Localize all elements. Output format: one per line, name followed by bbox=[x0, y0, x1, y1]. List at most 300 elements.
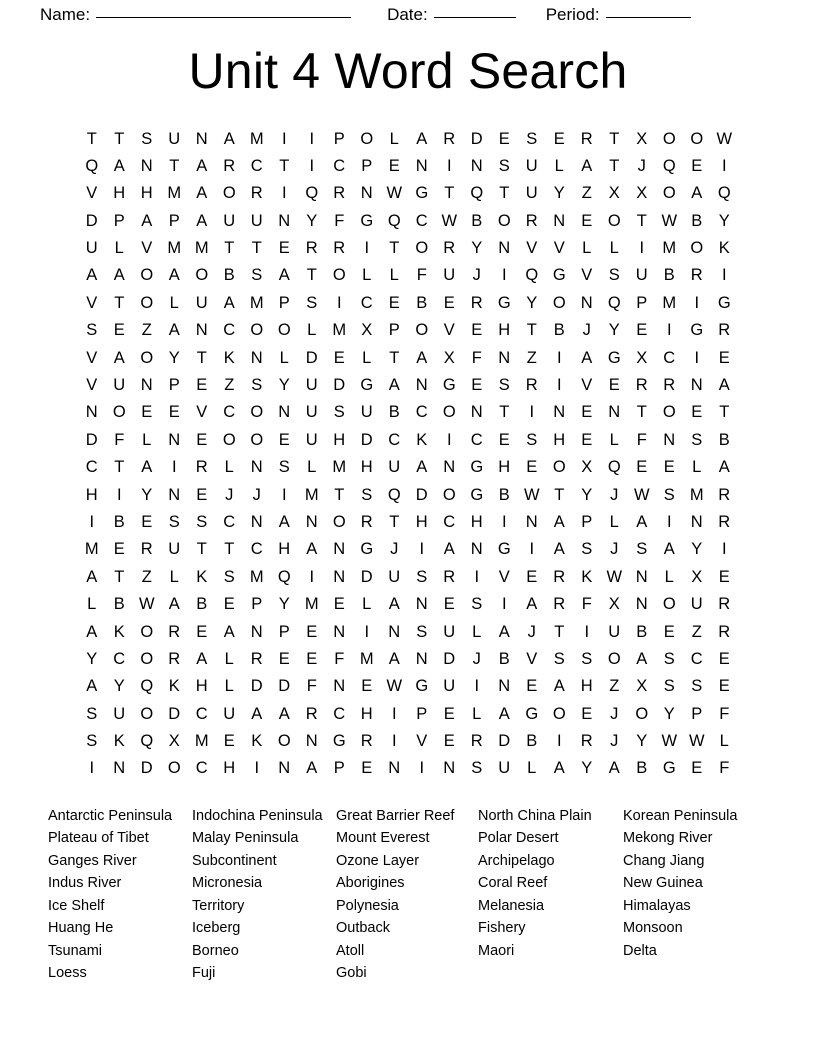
grid-letter-cell[interactable]: V bbox=[196, 403, 208, 422]
grid-letter-cell[interactable]: E bbox=[526, 567, 538, 586]
grid-letter-cell[interactable]: A bbox=[306, 540, 318, 559]
word-bank-item[interactable]: Fuji bbox=[192, 965, 216, 982]
grid-letter-cell[interactable]: N bbox=[250, 458, 263, 477]
grid-letter-cell[interactable]: O bbox=[250, 430, 264, 449]
grid-letter-cell[interactable]: I bbox=[419, 540, 425, 559]
word-bank-item[interactable]: Territory bbox=[192, 897, 245, 914]
grid-letter-cell[interactable]: N bbox=[443, 458, 456, 477]
grid-letter-cell[interactable]: A bbox=[113, 156, 125, 175]
grid-letter-cell[interactable]: A bbox=[498, 622, 510, 641]
grid-letter-cell[interactable]: Q bbox=[607, 458, 621, 477]
grid-letter-cell[interactable]: J bbox=[610, 540, 619, 559]
grid-letter-cell[interactable]: A bbox=[416, 129, 428, 148]
word-bank-item[interactable]: Melanesia bbox=[478, 897, 545, 914]
grid-letter-cell[interactable]: K bbox=[168, 677, 180, 696]
grid-letter-cell[interactable]: E bbox=[443, 732, 455, 751]
grid-letter-cell[interactable]: E bbox=[581, 211, 593, 230]
grid-letter-cell[interactable]: X bbox=[636, 348, 648, 367]
grid-letter-cell[interactable]: Y bbox=[718, 211, 730, 230]
grid-letter-cell[interactable]: S bbox=[526, 129, 538, 148]
grid-letter-cell[interactable]: I bbox=[529, 403, 535, 422]
grid-letter-cell[interactable]: D bbox=[498, 732, 511, 751]
grid-letter-cell[interactable]: R bbox=[333, 184, 346, 203]
grid-letter-cell[interactable]: B bbox=[636, 759, 648, 778]
grid-letter-cell[interactable]: P bbox=[636, 293, 648, 312]
grid-letter-cell[interactable]: U bbox=[250, 211, 263, 230]
grid-letter-cell[interactable]: R bbox=[580, 732, 593, 751]
grid-letter-cell[interactable]: E bbox=[553, 129, 565, 148]
grid-letter-cell[interactable]: E bbox=[718, 567, 730, 586]
grid-letter-cell[interactable]: V bbox=[86, 184, 98, 203]
grid-letter-cell[interactable]: U bbox=[195, 293, 208, 312]
grid-letter-cell[interactable]: C bbox=[360, 293, 373, 312]
grid-letter-cell[interactable]: E bbox=[361, 759, 373, 778]
grid-letter-cell[interactable]: J bbox=[472, 649, 481, 668]
grid-letter-cell[interactable]: A bbox=[553, 759, 565, 778]
grid-letter-cell[interactable]: N bbox=[195, 321, 208, 340]
grid-letter-cell[interactable]: C bbox=[415, 211, 428, 230]
grid-letter-cell[interactable]: Z bbox=[141, 567, 152, 586]
grid-letter-cell[interactable]: Y bbox=[86, 649, 98, 668]
grid-letter-cell[interactable]: Q bbox=[277, 567, 291, 586]
grid-letter-cell[interactable]: A bbox=[86, 622, 98, 641]
grid-letter-cell[interactable]: J bbox=[252, 485, 261, 504]
grid-letter-cell[interactable]: X bbox=[691, 567, 703, 586]
grid-letter-cell[interactable]: Q bbox=[387, 211, 401, 230]
grid-letter-cell[interactable]: H bbox=[470, 512, 483, 531]
grid-letter-cell[interactable]: R bbox=[635, 376, 648, 395]
grid-letter-cell[interactable]: H bbox=[360, 704, 373, 723]
grid-letter-cell[interactable]: K bbox=[196, 567, 208, 586]
grid-letter-cell[interactable]: K bbox=[113, 622, 125, 641]
grid-letter-cell[interactable]: E bbox=[196, 376, 208, 395]
grid-letter-cell[interactable]: Q bbox=[470, 184, 484, 203]
grid-letter-cell[interactable]: A bbox=[636, 512, 648, 531]
grid-letter-cell[interactable]: M bbox=[332, 458, 347, 477]
grid-letter-cell[interactable]: Y bbox=[526, 293, 538, 312]
grid-letter-cell[interactable]: L bbox=[609, 512, 619, 531]
grid-letter-cell[interactable]: P bbox=[168, 376, 180, 395]
grid-letter-cell[interactable]: K bbox=[581, 567, 593, 586]
period-write-in-line[interactable] bbox=[606, 17, 691, 18]
word-bank-item[interactable]: Polynesia bbox=[336, 897, 399, 914]
grid-letter-cell[interactable]: A bbox=[306, 759, 318, 778]
grid-letter-cell[interactable]: E bbox=[581, 430, 593, 449]
grid-letter-cell[interactable]: E bbox=[113, 540, 125, 559]
grid-letter-cell[interactable]: G bbox=[415, 677, 429, 696]
name-write-in-line[interactable] bbox=[96, 17, 351, 18]
grid-letter-cell[interactable]: L bbox=[389, 266, 399, 285]
grid-letter-cell[interactable]: O bbox=[140, 266, 154, 285]
grid-letter-cell[interactable]: N bbox=[168, 430, 181, 449]
grid-letter-cell[interactable]: X bbox=[168, 732, 180, 751]
grid-letter-cell[interactable]: O bbox=[607, 211, 621, 230]
grid-letter-cell[interactable]: A bbox=[553, 677, 565, 696]
grid-letter-cell[interactable]: H bbox=[553, 430, 566, 449]
grid-letter-cell[interactable]: X bbox=[636, 184, 648, 203]
word-bank-item[interactable]: Polar Desert bbox=[478, 830, 559, 847]
grid-letter-cell[interactable]: G bbox=[607, 348, 621, 367]
grid-letter-cell[interactable]: S bbox=[526, 430, 538, 449]
grid-letter-cell[interactable]: M bbox=[359, 649, 374, 668]
grid-letter-cell[interactable]: N bbox=[663, 430, 676, 449]
grid-letter-cell[interactable]: O bbox=[552, 293, 566, 312]
grid-letter-cell[interactable]: T bbox=[169, 156, 180, 175]
grid-letter-cell[interactable]: O bbox=[140, 348, 154, 367]
grid-letter-cell[interactable]: L bbox=[307, 321, 317, 340]
grid-letter-cell[interactable]: O bbox=[250, 321, 264, 340]
grid-letter-cell[interactable]: E bbox=[113, 321, 125, 340]
grid-letter-cell[interactable]: U bbox=[113, 704, 126, 723]
grid-letter-cell[interactable]: A bbox=[168, 321, 180, 340]
grid-letter-cell[interactable]: G bbox=[470, 485, 484, 504]
grid-letter-cell[interactable]: N bbox=[415, 595, 428, 614]
word-bank-item[interactable]: Borneo bbox=[192, 942, 239, 959]
grid-letter-cell[interactable]: F bbox=[416, 266, 427, 285]
grid-letter-cell[interactable]: J bbox=[610, 485, 619, 504]
word-bank-item[interactable]: Plateau of Tibet bbox=[48, 830, 149, 847]
grid-letter-cell[interactable]: U bbox=[388, 567, 401, 586]
grid-letter-cell[interactable]: I bbox=[556, 376, 562, 395]
grid-letter-cell[interactable]: J bbox=[390, 540, 399, 559]
grid-letter-cell[interactable]: O bbox=[442, 485, 456, 504]
grid-letter-cell[interactable]: U bbox=[85, 239, 98, 258]
grid-letter-cell[interactable]: G bbox=[662, 759, 676, 778]
grid-letter-cell[interactable]: H bbox=[498, 321, 511, 340]
word-bank-item[interactable]: Mount Everest bbox=[336, 830, 430, 847]
grid-letter-cell[interactable]: L bbox=[224, 458, 234, 477]
grid-letter-cell[interactable]: Y bbox=[168, 348, 180, 367]
grid-letter-cell[interactable]: N bbox=[690, 376, 703, 395]
grid-letter-cell[interactable]: Z bbox=[691, 622, 702, 641]
grid-letter-cell[interactable]: A bbox=[278, 266, 290, 285]
grid-letter-cell[interactable]: P bbox=[278, 293, 290, 312]
grid-letter-cell[interactable]: E bbox=[223, 732, 235, 751]
grid-letter-cell[interactable]: I bbox=[116, 485, 122, 504]
grid-letter-cell[interactable]: N bbox=[415, 156, 428, 175]
grid-letter-cell[interactable]: A bbox=[196, 211, 208, 230]
grid-letter-cell[interactable]: M bbox=[249, 293, 264, 312]
grid-letter-cell[interactable]: U bbox=[305, 376, 318, 395]
word-bank-item[interactable]: Indochina Peninsula bbox=[192, 807, 323, 824]
grid-letter-cell[interactable]: V bbox=[581, 376, 593, 395]
grid-letter-cell[interactable]: R bbox=[470, 293, 483, 312]
grid-letter-cell[interactable]: N bbox=[470, 156, 483, 175]
grid-letter-cell[interactable]: E bbox=[526, 458, 538, 477]
grid-letter-cell[interactable]: C bbox=[333, 704, 346, 723]
grid-letter-cell[interactable]: I bbox=[584, 622, 590, 641]
grid-letter-cell[interactable]: K bbox=[416, 430, 428, 449]
grid-letter-cell[interactable]: N bbox=[140, 156, 153, 175]
grid-letter-cell[interactable]: L bbox=[114, 239, 124, 258]
grid-letter-cell[interactable]: A bbox=[718, 376, 730, 395]
grid-letter-cell[interactable]: N bbox=[470, 540, 483, 559]
grid-letter-cell[interactable]: L bbox=[224, 677, 234, 696]
grid-letter-cell[interactable]: S bbox=[498, 376, 510, 395]
grid-letter-cell[interactable]: S bbox=[663, 649, 675, 668]
grid-letter-cell[interactable]: T bbox=[554, 622, 565, 641]
grid-letter-cell[interactable]: S bbox=[86, 704, 98, 723]
grid-letter-cell[interactable]: M bbox=[304, 595, 319, 614]
grid-letter-cell[interactable]: R bbox=[580, 129, 593, 148]
grid-letter-cell[interactable]: G bbox=[360, 211, 374, 230]
grid-letter-cell[interactable]: V bbox=[443, 321, 455, 340]
grid-letter-cell[interactable]: G bbox=[360, 376, 374, 395]
grid-letter-cell[interactable]: A bbox=[663, 540, 675, 559]
grid-letter-cell[interactable]: D bbox=[85, 211, 98, 230]
grid-letter-cell[interactable]: S bbox=[581, 649, 593, 668]
grid-letter-cell[interactable]: N bbox=[278, 211, 291, 230]
grid-letter-cell[interactable]: D bbox=[168, 704, 181, 723]
word-bank-item[interactable]: Korean Peninsula bbox=[623, 807, 738, 824]
grid-letter-cell[interactable]: R bbox=[360, 732, 373, 751]
grid-letter-cell[interactable]: G bbox=[717, 293, 731, 312]
grid-letter-cell[interactable]: V bbox=[416, 732, 428, 751]
grid-letter-cell[interactable]: V bbox=[141, 239, 153, 258]
grid-letter-cell[interactable]: R bbox=[663, 376, 676, 395]
grid-letter-cell[interactable]: Q bbox=[387, 485, 401, 504]
grid-letter-cell[interactable]: N bbox=[635, 567, 648, 586]
grid-letter-cell[interactable]: A bbox=[278, 704, 290, 723]
grid-letter-cell[interactable]: X bbox=[636, 129, 648, 148]
word-bank-item[interactable]: Ice Shelf bbox=[48, 897, 105, 914]
grid-letter-cell[interactable]: K bbox=[718, 239, 730, 258]
grid-letter-cell[interactable]: O bbox=[277, 321, 291, 340]
grid-letter-cell[interactable]: Y bbox=[278, 376, 290, 395]
grid-letter-cell[interactable]: Q bbox=[662, 156, 676, 175]
grid-letter-cell[interactable]: R bbox=[470, 732, 483, 751]
grid-letter-cell[interactable]: E bbox=[581, 403, 593, 422]
grid-letter-cell[interactable]: S bbox=[86, 321, 98, 340]
grid-letter-cell[interactable]: H bbox=[580, 677, 593, 696]
grid-letter-cell[interactable]: X bbox=[636, 677, 648, 696]
grid-letter-cell[interactable]: I bbox=[529, 540, 535, 559]
grid-letter-cell[interactable]: G bbox=[442, 376, 456, 395]
grid-letter-cell[interactable]: Q bbox=[525, 266, 539, 285]
grid-letter-cell[interactable]: E bbox=[691, 156, 703, 175]
grid-letter-cell[interactable]: E bbox=[718, 348, 730, 367]
grid-letter-cell[interactable]: O bbox=[140, 293, 154, 312]
word-bank-item[interactable]: Tsunami bbox=[48, 942, 102, 959]
grid-letter-cell[interactable]: S bbox=[663, 677, 675, 696]
grid-letter-cell[interactable]: B bbox=[113, 595, 125, 614]
grid-letter-cell[interactable]: N bbox=[443, 759, 456, 778]
grid-letter-cell[interactable]: S bbox=[333, 403, 345, 422]
grid-letter-cell[interactable]: L bbox=[142, 430, 152, 449]
word-bank-item[interactable]: Ganges River bbox=[48, 852, 137, 869]
grid-letter-cell[interactable]: P bbox=[333, 129, 345, 148]
grid-letter-cell[interactable]: K bbox=[113, 732, 125, 751]
grid-letter-cell[interactable]: V bbox=[498, 567, 510, 586]
grid-letter-cell[interactable]: G bbox=[497, 540, 511, 559]
grid-letter-cell[interactable]: U bbox=[525, 156, 538, 175]
grid-letter-cell[interactable]: W bbox=[138, 595, 155, 614]
grid-letter-cell[interactable]: H bbox=[278, 540, 291, 559]
grid-letter-cell[interactable]: H bbox=[360, 458, 373, 477]
grid-letter-cell[interactable]: T bbox=[196, 348, 207, 367]
grid-letter-cell[interactable]: M bbox=[84, 540, 99, 559]
grid-letter-cell[interactable]: K bbox=[251, 732, 263, 751]
grid-letter-cell[interactable]: B bbox=[471, 211, 483, 230]
grid-letter-cell[interactable]: C bbox=[250, 156, 263, 175]
grid-letter-cell[interactable]: A bbox=[196, 649, 208, 668]
grid-letter-cell[interactable]: S bbox=[196, 512, 208, 531]
grid-letter-cell[interactable]: O bbox=[250, 403, 264, 422]
grid-letter-cell[interactable]: T bbox=[554, 485, 565, 504]
grid-letter-cell[interactable]: W bbox=[386, 184, 403, 203]
grid-letter-cell[interactable]: F bbox=[636, 430, 647, 449]
grid-letter-cell[interactable]: R bbox=[443, 239, 456, 258]
grid-letter-cell[interactable]: N bbox=[388, 759, 401, 778]
grid-letter-cell[interactable]: U bbox=[635, 266, 648, 285]
grid-letter-cell[interactable]: G bbox=[497, 293, 511, 312]
word-bank-item[interactable]: Chang Jiang bbox=[623, 852, 705, 869]
grid-letter-cell[interactable]: I bbox=[391, 704, 397, 723]
grid-letter-cell[interactable]: G bbox=[690, 321, 704, 340]
grid-letter-cell[interactable]: C bbox=[250, 540, 263, 559]
grid-letter-cell[interactable]: I bbox=[474, 567, 480, 586]
grid-letter-cell[interactable]: E bbox=[471, 321, 483, 340]
grid-letter-cell[interactable]: X bbox=[608, 595, 620, 614]
grid-letter-cell[interactable]: G bbox=[415, 184, 429, 203]
grid-letter-cell[interactable]: R bbox=[250, 184, 263, 203]
grid-letter-cell[interactable]: N bbox=[250, 622, 263, 641]
grid-letter-cell[interactable]: D bbox=[85, 430, 98, 449]
grid-letter-cell[interactable]: R bbox=[360, 512, 373, 531]
word-search-grid[interactable] bbox=[78, 126, 738, 783]
grid-letter-cell[interactable]: T bbox=[114, 458, 125, 477]
grid-letter-cell[interactable]: E bbox=[663, 622, 675, 641]
grid-letter-cell[interactable]: A bbox=[416, 348, 428, 367]
grid-letter-cell[interactable]: E bbox=[388, 293, 400, 312]
grid-letter-cell[interactable]: H bbox=[85, 485, 98, 504]
grid-letter-cell[interactable]: W bbox=[661, 732, 678, 751]
grid-letter-cell[interactable]: S bbox=[553, 649, 565, 668]
grid-letter-cell[interactable]: G bbox=[332, 732, 346, 751]
grid-letter-cell[interactable]: E bbox=[278, 649, 290, 668]
grid-letter-cell[interactable]: P bbox=[333, 759, 345, 778]
grid-letter-cell[interactable]: M bbox=[304, 485, 319, 504]
grid-letter-cell[interactable]: S bbox=[471, 595, 483, 614]
grid-letter-cell[interactable]: E bbox=[636, 321, 648, 340]
grid-letter-cell[interactable]: A bbox=[443, 540, 455, 559]
grid-letter-cell[interactable]: U bbox=[305, 430, 318, 449]
grid-letter-cell[interactable]: N bbox=[690, 512, 703, 531]
grid-letter-cell[interactable]: I bbox=[281, 485, 287, 504]
grid-letter-cell[interactable]: Z bbox=[609, 677, 620, 696]
grid-letter-cell[interactable]: T bbox=[279, 156, 290, 175]
word-bank-item[interactable]: Aborigines bbox=[336, 875, 405, 892]
grid-letter-cell[interactable]: L bbox=[472, 622, 482, 641]
grid-letter-cell[interactable]: S bbox=[498, 156, 510, 175]
grid-letter-cell[interactable]: J bbox=[610, 732, 619, 751]
grid-letter-cell[interactable]: U bbox=[498, 759, 511, 778]
grid-letter-cell[interactable]: Y bbox=[663, 704, 675, 723]
grid-letter-cell[interactable]: Q bbox=[305, 184, 319, 203]
grid-letter-cell[interactable]: O bbox=[140, 649, 154, 668]
grid-letter-cell[interactable]: I bbox=[474, 677, 480, 696]
grid-letter-cell[interactable]: N bbox=[470, 403, 483, 422]
word-bank-item[interactable]: New Guinea bbox=[623, 875, 703, 892]
grid-letter-cell[interactable]: T bbox=[609, 156, 620, 175]
grid-letter-cell[interactable]: D bbox=[470, 129, 483, 148]
grid-letter-cell[interactable]: N bbox=[250, 348, 263, 367]
grid-letter-cell[interactable]: L bbox=[307, 458, 317, 477]
grid-letter-cell[interactable]: N bbox=[168, 485, 181, 504]
grid-letter-cell[interactable]: D bbox=[443, 649, 456, 668]
grid-letter-cell[interactable]: I bbox=[694, 348, 700, 367]
grid-letter-cell[interactable]: P bbox=[581, 512, 593, 531]
grid-letter-cell[interactable]: A bbox=[636, 649, 648, 668]
grid-letter-cell[interactable]: I bbox=[419, 759, 425, 778]
grid-letter-cell[interactable]: U bbox=[443, 677, 456, 696]
grid-letter-cell[interactable]: T bbox=[499, 184, 510, 203]
grid-letter-cell[interactable]: F bbox=[719, 759, 730, 778]
word-bank-item[interactable]: Maori bbox=[478, 942, 515, 959]
grid-letter-cell[interactable]: I bbox=[446, 430, 452, 449]
grid-letter-cell[interactable]: V bbox=[86, 293, 98, 312]
grid-letter-cell[interactable]: O bbox=[195, 266, 209, 285]
date-write-in-line[interactable] bbox=[434, 17, 516, 18]
grid-letter-cell[interactable]: R bbox=[690, 266, 703, 285]
grid-letter-cell[interactable]: I bbox=[171, 458, 177, 477]
grid-letter-cell[interactable]: L bbox=[362, 266, 372, 285]
grid-letter-cell[interactable]: R bbox=[443, 567, 456, 586]
grid-letter-cell[interactable]: Y bbox=[306, 211, 318, 230]
grid-letter-cell[interactable]: S bbox=[168, 512, 180, 531]
grid-letter-cell[interactable]: T bbox=[389, 239, 400, 258]
grid-letter-cell[interactable]: J bbox=[527, 622, 536, 641]
grid-letter-cell[interactable]: U bbox=[443, 622, 456, 641]
grid-letter-cell[interactable]: T bbox=[526, 321, 537, 340]
grid-letter-cell[interactable]: S bbox=[251, 376, 263, 395]
grid-letter-cell[interactable]: C bbox=[85, 458, 98, 477]
grid-letter-cell[interactable]: B bbox=[196, 595, 208, 614]
grid-letter-cell[interactable]: O bbox=[277, 732, 291, 751]
grid-letter-cell[interactable]: M bbox=[662, 239, 677, 258]
grid-letter-cell[interactable]: E bbox=[141, 403, 153, 422]
grid-letter-cell[interactable]: S bbox=[581, 540, 593, 559]
grid-letter-cell[interactable]: I bbox=[721, 540, 727, 559]
grid-letter-cell[interactable]: A bbox=[388, 595, 400, 614]
grid-letter-cell[interactable]: F bbox=[719, 704, 730, 723]
grid-letter-cell[interactable]: E bbox=[443, 293, 455, 312]
grid-letter-cell[interactable]: N bbox=[278, 759, 291, 778]
grid-letter-cell[interactable]: I bbox=[556, 732, 562, 751]
grid-letter-cell[interactable]: P bbox=[278, 622, 290, 641]
grid-letter-cell[interactable]: I bbox=[336, 293, 342, 312]
grid-letter-cell[interactable]: N bbox=[553, 403, 566, 422]
grid-letter-cell[interactable]: N bbox=[360, 184, 373, 203]
grid-letter-cell[interactable]: A bbox=[388, 649, 400, 668]
grid-letter-cell[interactable]: R bbox=[305, 704, 318, 723]
grid-letter-cell[interactable]: O bbox=[222, 184, 236, 203]
word-bank-item[interactable]: Mekong River bbox=[623, 830, 713, 847]
grid-letter-cell[interactable]: A bbox=[113, 266, 125, 285]
grid-letter-cell[interactable]: N bbox=[498, 239, 511, 258]
grid-letter-cell[interactable]: N bbox=[608, 403, 621, 422]
grid-letter-cell[interactable]: D bbox=[360, 430, 373, 449]
grid-letter-cell[interactable]: R bbox=[718, 512, 731, 531]
grid-letter-cell[interactable]: I bbox=[391, 732, 397, 751]
grid-letter-cell[interactable]: E bbox=[168, 403, 180, 422]
grid-letter-cell[interactable]: R bbox=[718, 485, 731, 504]
grid-letter-cell[interactable]: E bbox=[196, 430, 208, 449]
grid-letter-cell[interactable]: D bbox=[360, 567, 373, 586]
grid-letter-cell[interactable]: I bbox=[666, 321, 672, 340]
grid-letter-cell[interactable]: I bbox=[281, 184, 287, 203]
grid-letter-cell[interactable]: Q bbox=[140, 732, 154, 751]
